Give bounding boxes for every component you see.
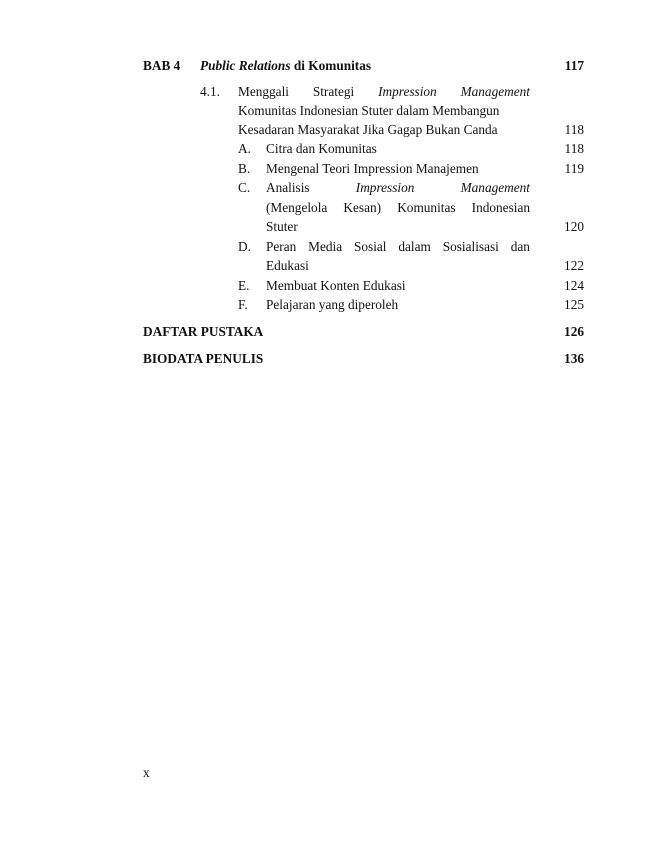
section-title-line3[interactable] (238, 122, 584, 138)
subsection-c-line1[interactable] (266, 180, 530, 196)
subsection-letter: D. (238, 239, 251, 254)
subsection-page: 125 (564, 297, 584, 312)
word: Impression (355, 180, 415, 195)
section-number: 4.1. (200, 84, 220, 99)
entry-page: 126 (564, 324, 584, 339)
subsection-page: 120 (564, 219, 584, 234)
chapter-title-italic: Public Relations (200, 58, 291, 73)
word: Impression (378, 84, 437, 99)
subsection-title: Mengenal Teori Impression Manajemen (266, 161, 479, 176)
word: Strategi (312, 84, 355, 99)
toc-chapter-entry[interactable] (143, 58, 584, 74)
subsection-page: 118 (564, 141, 584, 156)
subsection-title: Membuat Konten Edukasi (266, 278, 409, 293)
toc-subsection-b[interactable] (266, 161, 584, 177)
chapter-page: 117 (564, 58, 584, 73)
toc-subsection-f[interactable] (266, 297, 584, 313)
subsection-letter: E. (238, 278, 250, 293)
word: Peran (266, 239, 297, 254)
subsection-letter: B. (238, 161, 251, 176)
toc-subsection-e[interactable] (266, 278, 584, 294)
subsection-title: Citra dan Komunitas (266, 141, 377, 156)
toc-daftar-pustaka[interactable] (143, 324, 584, 340)
word: Menggali (238, 84, 289, 99)
section-title-line1[interactable] (238, 84, 530, 100)
word: Kesan) (343, 200, 382, 215)
subsection-c-line3[interactable] (266, 219, 584, 235)
word: dalam (398, 239, 431, 254)
page-number: x (143, 765, 150, 780)
subsection-c-line2 (266, 200, 530, 216)
subsection-letter: A. (238, 141, 251, 156)
word: Sosial (353, 239, 387, 254)
entry-page: 136 (564, 351, 584, 366)
toc-biodata-penulis[interactable] (143, 351, 584, 367)
word: dan (510, 239, 530, 254)
section-title-text: Kesadaran Masyarakat Jika Gagap Bukan Canda (238, 122, 498, 137)
subsection-page: 124 (564, 278, 584, 293)
word: Management (460, 180, 530, 195)
subsection-d-line2[interactable] (266, 258, 584, 274)
word: Analisis (266, 180, 310, 195)
subsection-title: Edukasi (266, 258, 313, 273)
subsection-letter: F. (238, 297, 248, 312)
subsection-title: Pelajaran yang diperoleh (266, 297, 402, 312)
word: Media (308, 239, 343, 254)
word: Komunitas (397, 200, 456, 215)
entry-title: DAFTAR PUSTAKA (143, 324, 264, 339)
toc-subsection-a[interactable] (266, 141, 584, 157)
subsection-title: Stuter (266, 219, 302, 234)
chapter-title-rest: di Komunitas (290, 58, 372, 73)
subsection-d-line1[interactable] (266, 239, 530, 255)
word: Indonesian (471, 200, 530, 215)
section-title-line2: Komunitas Indonesian Stuter dalam Membangun (238, 103, 500, 118)
entry-title: BIODATA PENULIS (143, 351, 267, 366)
section-page: 118 (564, 122, 584, 137)
chapter-number: BAB 4 (143, 58, 181, 73)
word: (Mengelola (266, 200, 328, 215)
subsection-page: 122 (564, 258, 584, 273)
word: Sosialisasi (442, 239, 499, 254)
subsection-page: 119 (564, 161, 584, 176)
word: Management (460, 84, 530, 99)
subsection-letter: C. (238, 180, 251, 195)
